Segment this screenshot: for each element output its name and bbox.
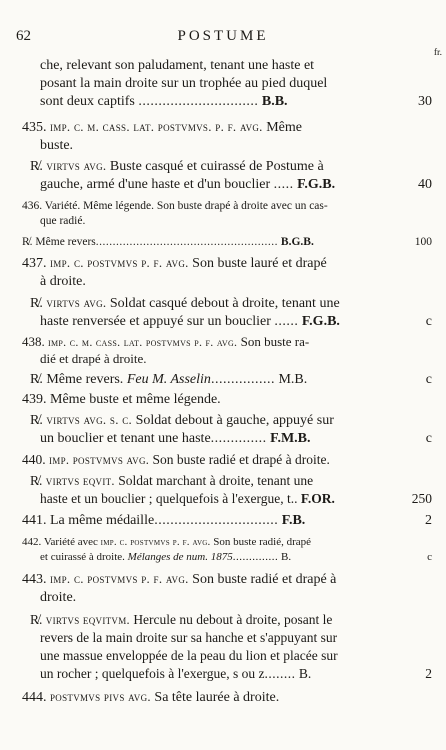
reverse-line: R̸. virtvs avg. Buste casqué et cuirassé de Postume à (30, 159, 324, 174)
reverse-line: R̸. virtvs eqvitvm. Hercule nu debout à droite, posant le (30, 612, 333, 627)
entry-number: 436. (22, 200, 43, 212)
reverse-legend: virtvs avg. (46, 296, 107, 310)
obverse-line: droite. (40, 590, 77, 605)
reverse-line: R̸. Même revers...................................................... B.G.B. (22, 236, 314, 248)
entry-number: 440. (22, 452, 46, 467)
entry-number: 437. (22, 256, 47, 271)
text-line: sont deux captifs .............................. B.B. (40, 94, 288, 109)
page-title: POSTUME (177, 28, 269, 44)
price-value: c (425, 431, 432, 446)
grade: F.G.B. (301, 314, 340, 329)
reverse-mark: R̸. (30, 612, 43, 627)
reference: Mélanges de num. 1875 (127, 551, 233, 563)
text-line: posant la main droite sur un trophée au pied duquel (40, 76, 328, 91)
entry-number: 443. (22, 572, 47, 587)
entry-number: 439. (22, 392, 47, 407)
reverse-legend: virtvs avg. (46, 159, 107, 173)
entry-number: 444. (22, 690, 47, 705)
reverse-legend: virtvs eqvit. (45, 474, 115, 488)
reverse-mark: R̸. (30, 372, 43, 387)
entry-number: 435. (22, 120, 47, 135)
reverse-line: R̸. virtvs avg. s. c. Soldat debout à gauche, appuyé sur (30, 413, 334, 428)
reverse-line: R̸. virtvs avg. Soldat casqué debout à droite, tenant une (30, 296, 340, 311)
grade: B. (281, 551, 292, 563)
reverse-line: R̸. virtvs eqvit. Soldat marchant à droite, tenant une (30, 473, 314, 488)
entry-number: 438. (22, 334, 45, 349)
reverse-line: gauche, armé d'une haste et d'un bouclier ..... F.G.B. (40, 177, 336, 192)
obverse-line: 440. imp. postvmvs avg. Son buste radié et drapé à droite. (22, 452, 330, 467)
grade: F.B. (281, 513, 306, 528)
obverse-line: et cuirassé à droite. Mélanges de num. 1875.............. B. (40, 551, 292, 563)
price-value: 2 (425, 513, 432, 528)
obverse-line: 437. imp. c. postvmvs p. f. avg. Son buste lauré et drapé (22, 256, 327, 271)
text-line: che, relevant son paludament, tenant une haste et (40, 58, 315, 73)
price-value: 250 (411, 491, 432, 506)
reverse-line: haste renversée et appuyé sur un bouclier ...... F.G.B. (40, 314, 340, 329)
reverse-line: un rocher ; quelquefois à l'exergue, s ou z........ B. (40, 666, 312, 681)
price-value: c (427, 551, 432, 563)
grade: F.G.B. (297, 177, 336, 192)
obverse-line: dié et drapé à droite. (40, 351, 147, 366)
reverse-mark: R̸. (30, 413, 43, 428)
page-number: 62 (16, 28, 31, 44)
price-value: 30 (418, 94, 432, 109)
obverse-legend: imp. c. postvmvs p. f. avg. (100, 537, 211, 548)
price-column-label: fr. (433, 48, 442, 58)
reverse-mark: R̸. (30, 159, 43, 174)
reverse-line: un bouclier et tenant une haste.............. F.M.B. (40, 431, 311, 446)
price-value: 100 (414, 236, 432, 248)
reverse-legend: virtvs avg. s. c. (46, 413, 133, 427)
entry-line: 441. La même médaille............................... F.B. (22, 513, 306, 528)
grade: B.G.B. (280, 236, 314, 248)
obverse-legend: imp. c. m. cass. lat. postvmvs p. f. avg. (48, 335, 238, 349)
reverse-line: une massue enveloppée de la peau du lion et placée sur (40, 648, 338, 663)
obverse-line: 438. imp. c. m. cass. lat. postvmvs p. f. avg. Son buste ra- (22, 334, 310, 349)
reverse-line: revers de la main droite sur sa hanche et s'appuyant sur (40, 630, 338, 645)
obverse-line: 435. imp. c. m. cass. lat. postvmvs. p. f. avg. Même (22, 120, 302, 135)
obverse-line: 442. Variété avec imp. c. postvmvs p. f. avg. Son buste radié, drapé (22, 536, 311, 548)
grade: F.M.B. (270, 431, 311, 446)
obverse-line: buste. (40, 138, 74, 153)
obverse-line: 436. Variété. Même légende. Son buste drapé à droite avec un cas- (22, 200, 328, 212)
grade: M.B. (278, 372, 308, 387)
grade: B.B. (261, 94, 288, 109)
obverse-legend: imp. c. postvmvs p. f. avg. (50, 572, 189, 586)
reverse-mark: R̸. (30, 296, 43, 311)
obverse-legend: imp. c. postvmvs p. f. avg. (50, 256, 189, 270)
obverse-legend: imp. c. m. cass. lat. postvmvs. p. f. avg. (50, 120, 263, 134)
obverse-legend: imp. postvmvs avg. (49, 453, 150, 467)
obverse-line: à droite. (40, 274, 86, 289)
obverse-line: 443. imp. c. postvmvs p. f. avg. Son buste radié et drapé à (22, 572, 337, 587)
obverse-line: 444. postvmvs pivs avg. Sa tête laurée à droite. (22, 690, 280, 705)
obverse-legend: postvmvs pivs avg. (50, 690, 151, 704)
price-value: 2 (425, 666, 432, 681)
grade: F.OR. (300, 491, 335, 506)
price-value: c (425, 372, 432, 387)
reverse-line: haste et un bouclier ; quelquefois à l'exergue, t.. F.OR. (40, 491, 335, 506)
provenance: Feu M. Asselin (126, 372, 211, 387)
entry-number: 441. (22, 513, 47, 528)
entry-number: 442. (22, 536, 42, 548)
reverse-mark: R̸. (30, 473, 43, 488)
obverse-line: 439. Même buste et même légende. (22, 392, 221, 407)
grade: B. (298, 666, 312, 681)
price-value: c (425, 314, 432, 329)
reverse-line: R̸. Même revers. Feu M. Asselin................ M.B. (30, 372, 308, 387)
obverse-line: que radié. (40, 215, 86, 227)
reverse-legend: virtvs eqvitvm. (45, 613, 130, 627)
page-header (16, 28, 430, 48)
reverse-mark: R̸. (22, 236, 33, 248)
price-value: 40 (418, 177, 432, 192)
